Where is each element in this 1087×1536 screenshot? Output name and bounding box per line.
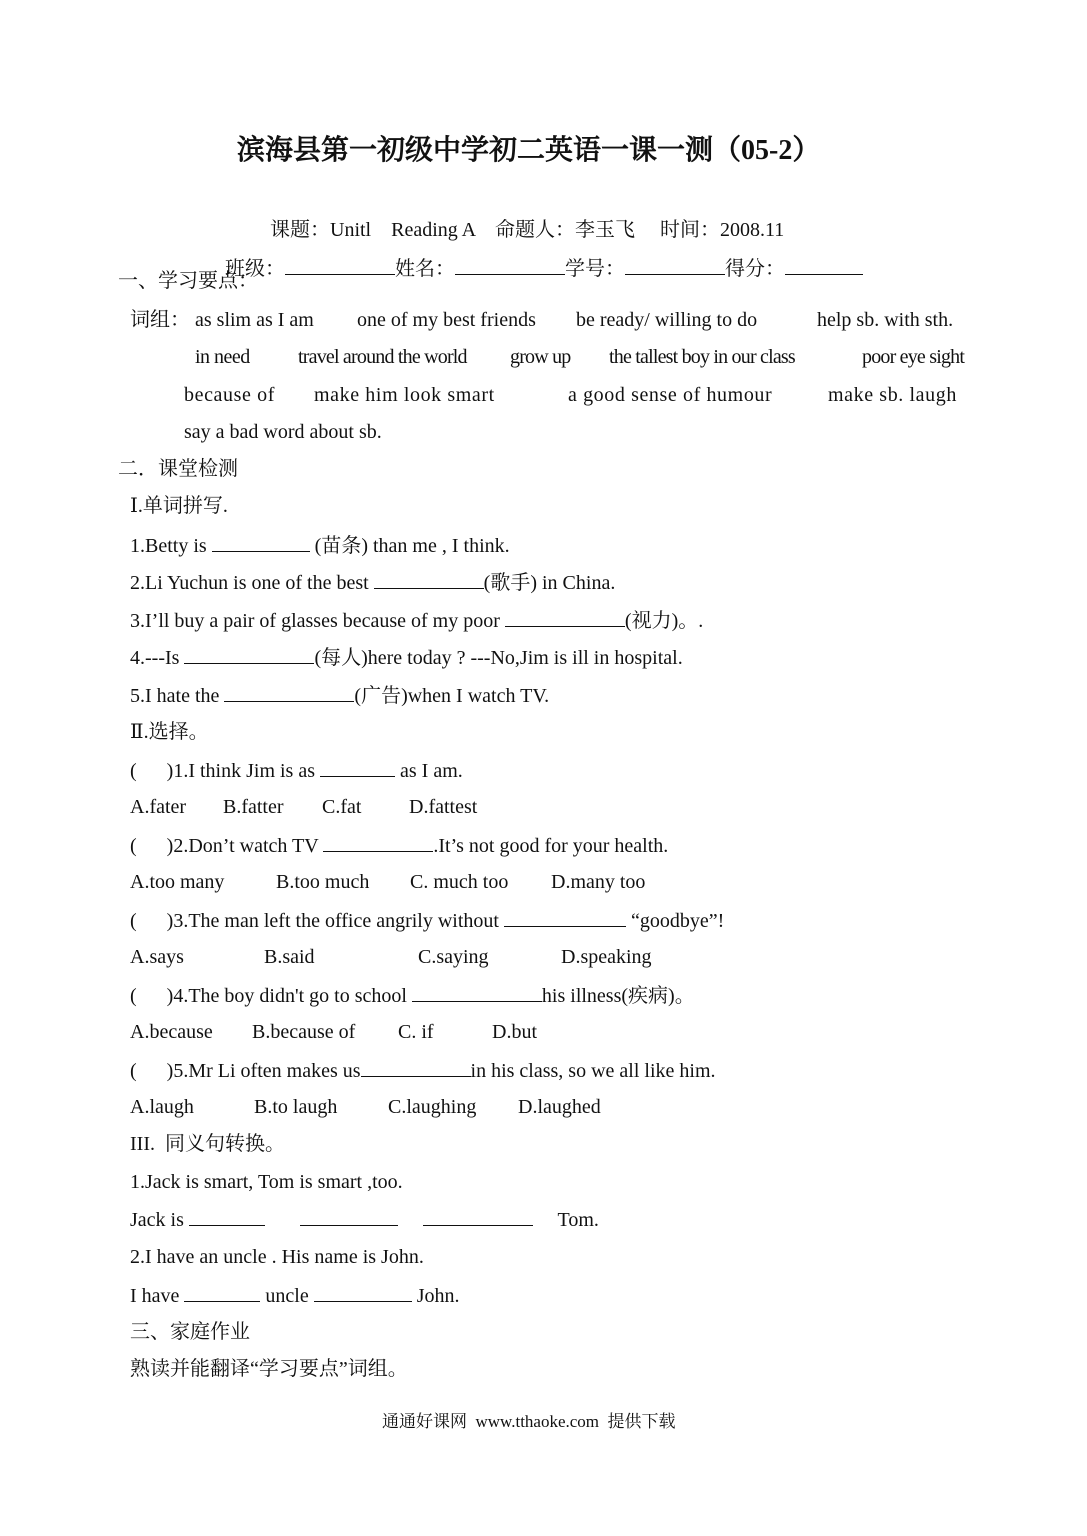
answer-bracket[interactable]: ( <box>130 985 167 1007</box>
choice-option: A.too many <box>130 871 225 893</box>
answer-bracket[interactable]: ( <box>130 1060 167 1082</box>
answer-blank[interactable] <box>505 608 625 627</box>
score-blank[interactable] <box>785 256 863 275</box>
choice-option: D.laughed <box>518 1096 601 1118</box>
choice-option: B.to laugh <box>254 1096 338 1118</box>
name-label: 姓名： <box>395 258 455 280</box>
phrase: be ready/ willing to do <box>576 309 758 331</box>
choice-option: B.because of <box>252 1021 356 1043</box>
phrase: make sb. laugh <box>828 384 957 406</box>
choice-option: B.fatter <box>223 796 284 818</box>
phrase: say a bad word about sb. <box>184 421 382 443</box>
choice-option: D.speaking <box>561 946 652 968</box>
time-value: 2008.11 <box>720 219 785 241</box>
phrase: grow up <box>510 346 571 368</box>
phrase: one of my best friends <box>357 309 536 331</box>
score-label: 得分： <box>725 258 785 280</box>
answer-blank[interactable] <box>184 645 314 664</box>
phrase: make him look smart <box>314 384 495 406</box>
phrase: help sb. with sth. <box>817 309 954 331</box>
choice-option: D.many too <box>551 871 646 893</box>
answer-blank[interactable] <box>423 1207 533 1226</box>
rewrite-answer: I have uncle John. <box>130 1285 460 1307</box>
phrases-label: 词组： <box>130 309 190 331</box>
phrase: a good sense of humour <box>568 384 773 406</box>
time-label: 时间： <box>660 219 720 241</box>
spelling-item: 1.Betty is (苗条) than me , I think. <box>130 535 510 557</box>
part3-heading: III. 同义句转换。 <box>130 1133 285 1155</box>
class-blank[interactable] <box>285 256 395 275</box>
answer-blank[interactable] <box>224 683 354 702</box>
phrase: because of <box>184 384 275 406</box>
answer-blank[interactable] <box>184 1283 260 1302</box>
rewrite-sentence: 2.I have an uncle . His name is John. <box>130 1246 424 1268</box>
answer-blank <box>323 833 433 852</box>
answer-blank[interactable] <box>212 533 310 552</box>
topic-label: 课题： <box>270 219 330 241</box>
answer-blank <box>320 758 395 777</box>
choice-option: D.fattest <box>409 796 478 818</box>
phrase: travel around the world <box>298 346 467 368</box>
choice-option: C. much too <box>410 871 509 893</box>
topic-value: Unitl Reading A <box>330 219 475 241</box>
choice-option: A.says <box>130 946 184 968</box>
rewrite-answer: Jack is Tom. <box>130 1209 599 1231</box>
student-id-blank[interactable] <box>625 256 725 275</box>
choice-option: C. if <box>398 1021 434 1043</box>
spelling-item: 5.I hate the (广告)when I watch TV. <box>130 685 550 707</box>
class-label: 班级： <box>225 258 285 280</box>
section2-heading: 二．课堂检测 <box>118 458 238 480</box>
answer-blank <box>504 908 626 927</box>
phrase: as slim as I am <box>195 309 314 331</box>
name-blank[interactable] <box>455 256 565 275</box>
spelling-item: 3.I’ll buy a pair of glasses because of my poor (视力)。. <box>130 610 704 632</box>
answer-blank[interactable] <box>300 1207 398 1226</box>
answer-bracket[interactable]: ( <box>130 760 167 782</box>
answer-blank[interactable] <box>374 570 484 589</box>
part2-heading: Ⅱ.选择。 <box>130 721 209 743</box>
section3-heading: 三、家庭作业 <box>130 1321 250 1343</box>
answer-bracket[interactable]: ( <box>130 910 167 932</box>
info-fields <box>215 232 863 281</box>
part1-heading: Ⅰ.单词拼写. <box>130 495 228 517</box>
choice-question: ( )1.I think Jim is as as I am. <box>130 760 463 782</box>
choice-option: C.saying <box>418 946 489 968</box>
choice-option: B.too much <box>276 871 370 893</box>
spelling-item: 2.Li Yuchun is one of the best (歌手) in China. <box>130 572 616 594</box>
choice-option: C.fat <box>322 796 362 818</box>
choice-question: ( )2.Don’t watch TV .It’s not good for your health. <box>130 835 669 857</box>
choice-question: ( )3.The man left the office angrily without “goodbye”! <box>130 910 725 932</box>
student-id-label: 学号： <box>565 258 625 280</box>
choice-question: ( )5.Mr Li often makes us in his class, so we all like him. <box>130 1060 716 1082</box>
section1-heading: 一、学习要点： <box>118 270 258 292</box>
author-value: 李玉飞 <box>575 219 635 241</box>
choice-option: B.said <box>264 946 315 968</box>
answer-blank[interactable] <box>314 1283 412 1302</box>
choice-question: ( )4.The boy didn't go to school his illness(疾病)。 <box>130 985 695 1007</box>
homework-text: 熟读并能翻译“学习要点”词组。 <box>130 1358 408 1380</box>
phrase: in need <box>195 346 250 368</box>
choice-option: D.but <box>492 1021 537 1043</box>
page-title: 滨海县第一初级中学初二英语一课一测（05-2） <box>237 135 821 166</box>
choice-option: A.laugh <box>130 1096 194 1118</box>
answer-blank <box>361 1058 471 1077</box>
answer-bracket[interactable]: ( <box>130 835 167 857</box>
phrase: poor eye sight <box>862 346 965 368</box>
answer-blank <box>412 983 542 1002</box>
choice-option: A.because <box>130 1021 213 1043</box>
answer-blank[interactable] <box>189 1207 265 1226</box>
author-label: 命题人： <box>495 219 575 241</box>
spelling-item: 4.---Is (每人)here today ? ---No,Jim is ill in hospital. <box>130 647 683 669</box>
choice-option: A.fater <box>130 796 187 818</box>
phrase: the tallest boy in our class <box>609 346 795 368</box>
footer-text: 通通好课网 www.tthaoke.com 提供下载 <box>382 1412 676 1431</box>
rewrite-sentence: 1.Jack is smart, Tom is smart ,too. <box>130 1171 403 1193</box>
choice-option: C.laughing <box>388 1096 477 1118</box>
